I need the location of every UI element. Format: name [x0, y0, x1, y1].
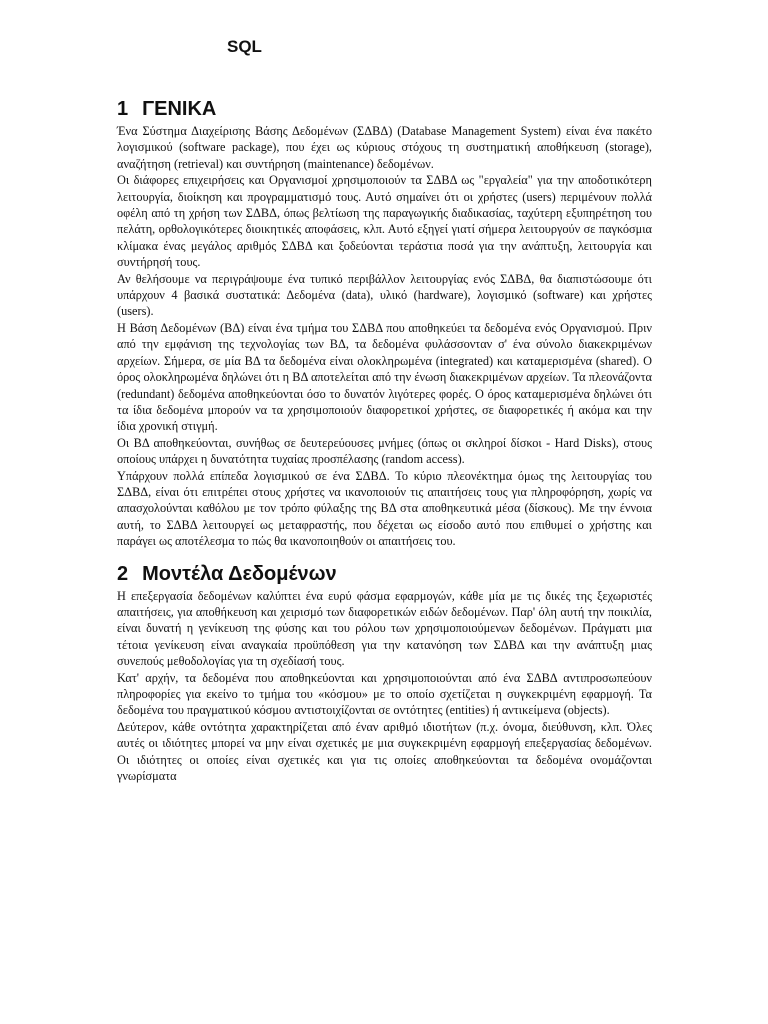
paragraph: Η Βάση Δεδομένων (ΒΔ) είναι ένα τμήμα του ΣΔΒΔ που αποθηκεύει τα δεδομένα ενός Οργανισμού. Πριν από την εμφάνιση της τεχνολογίας των ΒΔ, τα δεδομένα φυλάσσονταν σ' ένα σύνολο διακεκριμένων αρχείων. Σήμερα, σε μία ΒΔ τα δεδομένα είναι ολοκληρωμένα (integrated) και καταμερισμένα (shared). Ο όρος ολοκληρωμένα δηλώνει ότι η ΒΔ αποτελείται από την ένωση διακεκριμένων αρχείων. Τα πλεονάζοντα (redundant) δεδομένα αποθηκεύονται όσο το δυνατόν λιγότερες φορές. Ο όρος καταμερισμένα δηλώνει ότι τα ίδια δεδομένα μπορούν να τα χρησιμοποιούν διαφορετικοί χρήστες, σε διαφορετικές ή ακόμα και την ίδια χρονική στιγμή. [117, 320, 652, 434]
section-heading-general [117, 97, 652, 121]
document-title: SQL [227, 37, 262, 56]
paragraph: Οι ΒΔ αποθηκεύονται, συνήθως σε δευτερεύουσες μνήμες (όπως οι σκληροί δίσκοι - Hard Disks), στους οποίους υπάρχει η δυνατότητα τυχαίας προσπέλασης (random access). [117, 435, 652, 467]
paragraph: Ένα Σύστημα Διαχείρισης Βάσης Δεδομένων (ΣΔΒΔ) (Database Management System) είναι ένα πακέτο λογισμικού (software package), που έχει ως κύριους στόχους τη συστηματική αποθήκευση (storage), αναζήτηση (retrieval) και συντήρηση (maintenance) δεδομένων. [117, 124, 652, 171]
document-page [117, 36, 652, 784]
paragraph: Αν θελήσουμε να περιγράψουμε ένα τυπικό περιβάλλον λειτουργίας ενός ΣΔΒΔ, θα διαπιστώσουμε ότι υπάρχουν 4 βασικά συστατικά: Δεδομένα (data), υλικό (hardware), λογισμικό (software) και χρήστες (users). [117, 271, 652, 319]
paragraph: Κατ' αρχήν, τα δεδομένα που αποθηκεύονται και χρησιμοποιούνται από ένα ΣΔΒΔ αντιπροσωπεύουν πληροφορίες για εκείνο το τμήμα του «κόσμου» με το οποίο σχετίζεται η συγκεκριμένη εφαρμογή. Τα δεδομένα του πραγματικού κόσμου αντιστοιχίζονται σε οντότητες (entities) ή αντικείμενα (objects). [117, 670, 652, 718]
paragraph: Υπάρχουν πολλά επίπεδα λογισμικού σε ένα ΣΔΒΔ. Το κύριο πλεονέκτημα όμως της λειτουργίας του ΣΔΒΔ, είναι ότι επιτρέπει στους χρήστες να ικανοποιούν τις απαιτήσεις τους για πληροφόρηση, χωρίς να απασχολούνται καθόλου με τον τρόπο φύλαξης της ΒΔ στα αποθηκευτικά μέσα (δίσκους). Με την έννοια αυτή, το ΣΔΒΔ λειτουργεί ως μεταφραστής, που δέχεται ως είσοδο αυτό που επιθυμεί ο χρήστης και παράγει ως αποτέλεσμα το πώς θα ικανοποιηθούν οι απαιτήσεις του. [117, 468, 652, 549]
paragraph: Οι διάφορες επιχειρήσεις και Οργανισμοί χρησιμοποιούν τα ΣΔΒΔ ως "εργαλεία" για την αποδοτικότερη λειτουργία, διοίκηση και προγραμματισμό τους. Αυτό σημαίνει ότι οι χρήστες (users) περιμένουν πολλά οφέλη από τη χρήση των ΣΔΒΔ, όπως βελτίωση της παραγωγικής διαδικασίας, ταχύτερη εξυπηρέτηση του πελάτη, ορθολογικότερες διοικητικές αποφάσεις, κλπ. Αυτό εξηγεί γιατί σήμερα λειτουργούν σε παγκόσμια κλίμακα ένας μεγάλος αριθμός ΣΔΒΔ και ξοδεύονται τεράστια ποσά για την ανάπτυξη, λειτουργία και συντήρησή τους. [117, 173, 652, 270]
section-number: 2 [117, 562, 129, 585]
section-heading-data-models [117, 562, 652, 586]
section-number: 1 [117, 98, 129, 120]
paragraph: Δεύτερον, κάθε οντότητα χαρακτηρίζεται από έναν αριθμό ιδιοτήτων (π.χ. όνομα, διεύθυνση, κλπ. Όλες αυτές οι ιδιότητες μπορεί να μην είναι σχετικές με μια συγκεκριμένη εφαρμογή επεξεργασίας δεδομένων. Οι ιδιότητες οι οποίες είναι σχετικές και για τις οποίες αποθηκεύονται τα δεδομένα ονομάζονται γνωρίσματα [117, 719, 652, 784]
section-title: Μοντέλα Δεδομένων [142, 562, 337, 585]
paragraph: Η επεξεργασία δεδομένων καλύπτει ένα ευρύ φάσμα εφαρμογών, κάθε μία με τις δικές της ξεχωριστές απαιτήσεις, για αποθήκευση και χειρισμό των διαφορετικών ειδών δεδομένων. Παρ' όλη αυτή την ποικιλία, είναι δυνατή η γενίκευση της φύσης και του ρόλου των χρησιμοποιούμενων δεδομένων. Πράγματι μια τέτοια γενίκευση είναι αναγκαία προϋπόθεση για την κατανόηση των ΣΔΒΔ και την ανάπτυξη μιας συνεπούς μεθοδολογίας για τη σχεδίασή τους. [117, 588, 652, 669]
section-title: ΓΕΝΙΚΑ [142, 98, 217, 120]
